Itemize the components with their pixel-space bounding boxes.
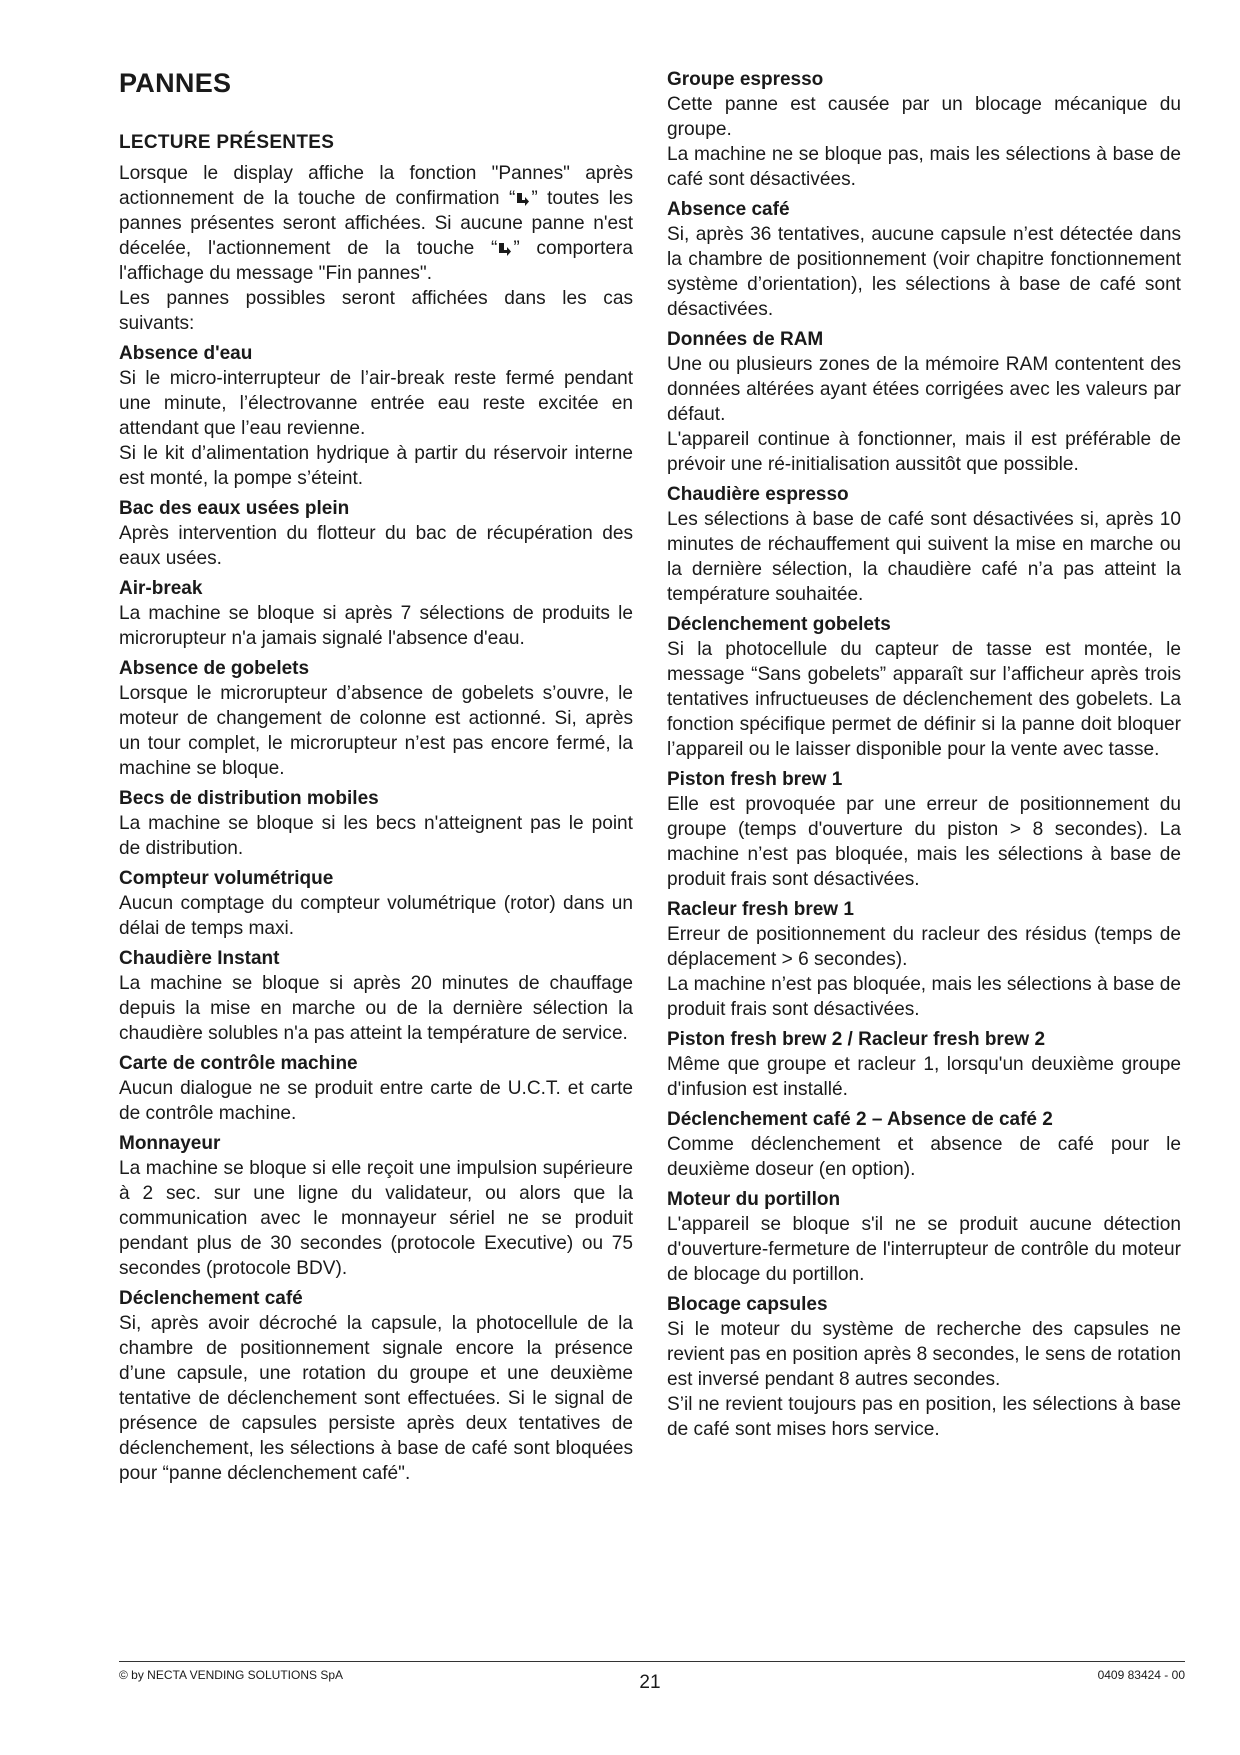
fault-section (119, 946, 633, 1046)
fault-title: Données de RAM (667, 329, 824, 350)
fault-description: Aucun dialogue ne se produit entre carte de U.C.T. et carte de contrôle machine. (119, 1078, 633, 1124)
fault-description: Aucun comptage du compteur volumétrique (rotor) dans un délai de temps maxi. (119, 893, 633, 939)
right-column (667, 67, 1181, 1447)
reading-intro (119, 161, 633, 286)
fault-section (667, 897, 1181, 1022)
fault-section (667, 197, 1181, 322)
fault-section (667, 612, 1181, 762)
right-fault-list (667, 67, 1181, 1442)
fault-description: S’il ne revient toujours pas en position, les sélections à base de café sont mises hors service. (667, 1394, 1181, 1440)
fault-title: Bac des eaux usées plein (119, 498, 350, 519)
fault-description: La machine n’est pas bloquée, mais les sélections à base de produit frais sont désactivées. (667, 974, 1181, 1020)
fault-title: Groupe espresso (667, 69, 824, 90)
left-column (119, 130, 633, 1491)
fault-section (667, 1027, 1181, 1102)
fault-title: Déclenchement café (119, 1288, 303, 1309)
fault-title: Blocage capsules (667, 1294, 828, 1315)
fault-description: L'appareil continue à fonctionner, mais il est préférable de prévoir une ré-initialisation aussitôt que possible. (667, 429, 1181, 475)
fault-description: Lorsque le microrupteur d’absence de gobelets s’ouvre, le moteur de changement de colonne est actionné. Si, après un tour complet, le microrupteur n’est pas encore fermé, la machine se bloque. (119, 683, 633, 779)
fault-section (119, 866, 633, 941)
fault-title: Monnayeur (119, 1133, 221, 1154)
intro-text-3: ” comportera l'affichage du message "Fin pannes". (119, 238, 634, 284)
reading-intro-2: Les pannes possibles seront affichées dans les cas suivants: (119, 288, 633, 334)
fault-section (119, 786, 633, 861)
fault-title: Piston fresh brew 1 (667, 769, 843, 790)
intro-text-2: ” toutes les pannes présentes seront affichées. Si aucune panne n'est décelée, l'actionnement de la touche “ (119, 188, 633, 259)
confirm-arrow-icon (516, 191, 530, 206)
fault-title: Déclenchement café 2 – Absence de café 2 (667, 1109, 1053, 1130)
fault-section (119, 1051, 633, 1126)
fault-description: Elle est provoquée par une erreur de positionnement du groupe (temps d'ouverture du piston > 8 secondes). La machine n’est pas bloquée, mais les sélections à base de produit frais sont désactivées. (667, 794, 1181, 890)
fault-section (119, 496, 633, 571)
fault-title: Air-break (119, 578, 203, 599)
fault-description: La machine se bloque si les becs n'atteignent pas le point de distribution. (119, 813, 633, 859)
fault-description: La machine se bloque si elle reçoit une impulsion supérieure à 2 sec. sur une ligne du validateur, ou alors que la communication avec le monnayeur sériel ne se produit pendant plus de 30 secondes (protocole Executive) ou 75 secondes (protocole BDV). (119, 1158, 633, 1279)
fault-section (667, 1107, 1181, 1182)
footer-divider (119, 1661, 1185, 1662)
page-number: 21 (639, 1672, 661, 1693)
fault-title: Racleur fresh brew 1 (667, 899, 854, 920)
fault-title: Chaudière espresso (667, 484, 849, 505)
fault-description: Même que groupe et racleur 1, lorsqu'un deuxième groupe d'infusion est installé. (667, 1054, 1181, 1100)
fault-description: Si le kit d’alimentation hydrique à partir du réservoir interne est monté, la pompe s’éteint. (119, 443, 633, 489)
fault-section (667, 327, 1181, 477)
fault-title: Piston fresh brew 2 / Racleur fresh brew 2 (667, 1029, 1046, 1050)
intro-text-1: Lorsque le display affiche la fonction "Pannes" après actionnement de la touche de confirmation “ (119, 163, 633, 209)
fault-section (667, 1292, 1181, 1442)
fault-section (119, 341, 633, 491)
fault-section (667, 767, 1181, 892)
fault-description: Cette panne est causée par un blocage mécanique du groupe. (667, 94, 1181, 140)
fault-title: Chaudière Instant (119, 948, 280, 969)
fault-section (119, 576, 633, 651)
footer-copyright: © by NECTA VENDING SOLUTIONS SpA (119, 1668, 344, 1682)
fault-section (667, 482, 1181, 607)
fault-section (667, 1187, 1181, 1287)
fault-title: Absence café (667, 199, 790, 220)
fault-title: Absence de gobelets (119, 658, 310, 679)
fault-description: La machine ne se bloque pas, mais les sélections à base de café sont désactivées. (667, 144, 1181, 190)
fault-title: Carte de contrôle machine (119, 1053, 358, 1074)
fault-title: Becs de distribution mobiles (119, 788, 379, 809)
fault-section (119, 1131, 633, 1281)
fault-section (119, 656, 633, 781)
fault-title: Moteur du portillon (667, 1189, 841, 1210)
fault-title: Absence d'eau (119, 343, 253, 364)
fault-description: L'appareil se bloque s'il ne se produit aucune détection d'ouverture-fermeture de l'interrupteur de contrôle du moteur de blocage du portillon. (667, 1214, 1181, 1285)
fault-description: Si le micro-interrupteur de l’air-break reste fermé pendant une minute, l’électrovanne entrée eau reste excitée en attendant que l’eau revienne. (119, 368, 633, 439)
fault-description: Comme déclenchement et absence de café pour le deuxième doseur (en option). (667, 1134, 1181, 1180)
fault-description: Une ou plusieurs zones de la mémoire RAM contentent des données altérées ayant étées corrigées avec les valeurs par défaut. (667, 354, 1181, 425)
page-title: PANNES (119, 68, 232, 98)
fault-description: Après intervention du flotteur du bac de récupération des eaux usées. (119, 523, 633, 569)
reading-heading: LECTURE PRÉSENTES (119, 132, 335, 153)
fault-description: Erreur de positionnement du racleur des résidus (temps de déplacement > 6 secondes). (667, 924, 1181, 970)
fault-description: Si, après 36 tentatives, aucune capsule n’est détectée dans la chambre de positionnement (voir chapitre fonctionnement système d’orientation), les sélections à base de café sont désactivées. (667, 224, 1181, 320)
confirm-arrow-icon (498, 241, 512, 256)
fault-description: Les sélections à base de café sont désactivées si, après 10 minutes de réchauffement qui suivent la mise en marche ou la dernière sélection, la chaudière café n’a pas atteint la température souhaitée. (667, 509, 1181, 605)
fault-description: Si le moteur du système de recherche des capsules ne revient pas en position après 8 secondes, le sens de rotation est inversé pendant 8 autres secondes. (667, 1319, 1181, 1390)
left-fault-list (119, 341, 633, 1486)
fault-description: Si, après avoir décroché la capsule, la photocellule de la chambre de positionnement signale encore la présence d’une capsule, une rotation du groupe et une deuxième tentative de déclenchement sont effectuées. Si le signal de présence de capsules persiste après deux tentatives de déclenchement, les sélections à base de café sont bloquées pour “panne déclenchement café". (119, 1313, 633, 1484)
fault-section (119, 1286, 633, 1486)
fault-title: Déclenchement gobelets (667, 614, 891, 635)
footer-doc-code: 0409 83424 - 00 (1097, 1668, 1185, 1682)
fault-description: La machine se bloque si après 20 minutes de chauffage depuis la mise en marche ou de la dernière sélection la chaudière solubles n'a pas atteint la température de service. (119, 973, 633, 1044)
fault-description: Si la photocellule du capteur de tasse est montée, le message “Sans gobelets” apparaît sur l’afficheur après trois tentatives infructueuses de déclenchement des gobelets. La fonction spécifique permet de définir si la panne doit bloquer l’appareil ou le laisser disponible pour la vente avec tasse. (667, 639, 1181, 760)
fault-section (667, 67, 1181, 192)
fault-description: La machine se bloque si après 7 sélections de produits le microrupteur n'a jamais signalé l'absence d'eau. (119, 603, 633, 649)
fault-title: Compteur volumétrique (119, 868, 334, 889)
